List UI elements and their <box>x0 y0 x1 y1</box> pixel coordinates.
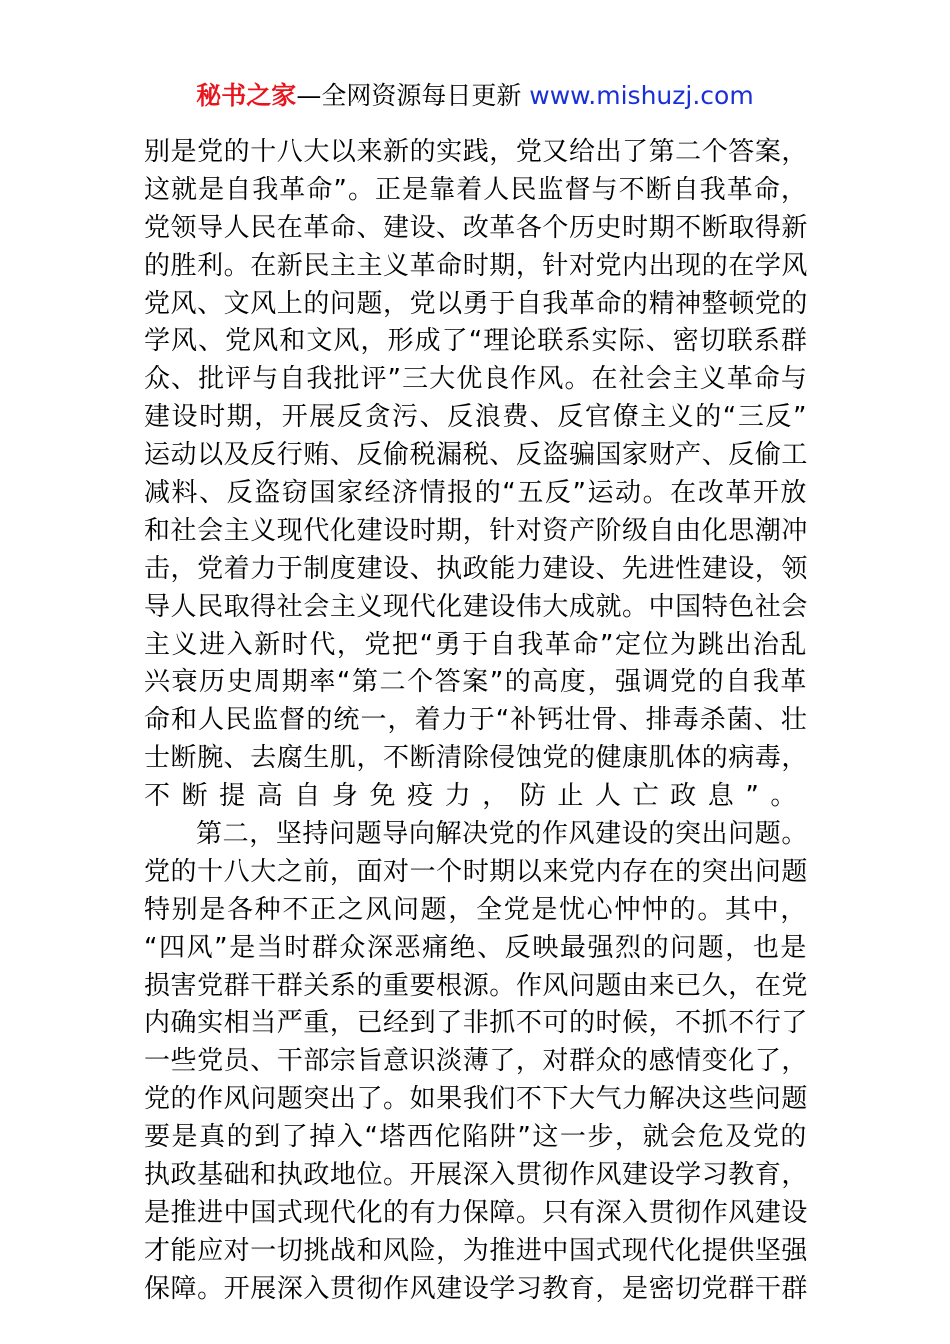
text-line: 和社会主义现代化建设时期，针对资产阶级自由化思潮冲 <box>144 515 808 546</box>
text-line: 兴衰历史周期率“第二个答案”的高度，强调党的自我革 <box>144 667 808 698</box>
text-line: 导人民取得社会主义现代化建设伟大成就。中国特色社会 <box>144 591 808 622</box>
text-line: 士断腕、去腐生肌，不断清除侵蚀党的健康肌体的病毒， <box>144 743 808 774</box>
site-url-link[interactable]: www.mishuzj.com <box>529 81 754 110</box>
text-line: 党的十八大之前，面对一个时期以来党内存在的突出问题 <box>144 856 808 887</box>
text-line: 是推进中国式现代化的有力保障。只有深入贯彻作风建设 <box>144 1197 808 1228</box>
page-header <box>0 80 950 112</box>
text-line: 党领导人民在革命、建设、改革各个历史时期不断取得新 <box>144 212 808 243</box>
text-line: 要是真的到了掉入“塔西佗陷阱”这一步，就会危及党的 <box>144 1122 808 1153</box>
site-tagline: —全网资源每日更新 <box>296 81 530 110</box>
text-line: 不断提高自身免疫力，防止人亡政息”。 <box>144 781 808 812</box>
text-line: 主义进入新时代，党把“勇于自我革命”定位为跳出治乱 <box>144 629 808 660</box>
text-line: 党的作风问题突出了。如果我们不下大气力解决这些问题 <box>144 1084 808 1115</box>
text-line: 击，党着力于制度建设、执政能力建设、先进性建设，领 <box>144 553 808 584</box>
document-body <box>144 134 808 1309</box>
text-line: 这就是自我革命”。正是靠着人民监督与不断自我革命， <box>144 174 808 205</box>
text-line: 减料、反盗窃国家经济情报的“五反”运动。在改革开放 <box>144 478 808 509</box>
text-line: 损害党群干群关系的重要根源。作风问题由来已久，在党 <box>144 970 808 1001</box>
text-line: 别是党的十八大以来新的实践，党又给出了第二个答案， <box>144 137 808 167</box>
text-line: 才能应对一切挑战和风险，为推进中国式现代化提供坚强 <box>144 1235 808 1266</box>
text-line: 特别是各种不正之风问题，全党是忧心忡忡的。其中， <box>144 894 808 925</box>
text-line: 内确实相当严重，已经到了非抓不可的时候，不抓不行了 <box>144 1008 808 1039</box>
text-line: 执政基础和执政地位。开展深入贯彻作风建设学习教育， <box>144 1160 808 1191</box>
text-line: “四风”是当时群众深恶痛绝、反映最强烈的问题，也是 <box>144 932 808 963</box>
site-brand-name: 秘书之家 <box>196 81 297 110</box>
paragraph-first-line: 第二，坚持问题导向解决党的作风建设的突出问题。 <box>196 819 808 850</box>
text-line: 党风、文风上的问题，党以勇于自我革命的精神整顿党的 <box>144 288 808 319</box>
text-line: 的胜利。在新民主主义革命时期，针对党内出现的在学风 <box>144 250 808 281</box>
text-line: 众、批评与自我批评”三大优良作风。在社会主义革命与 <box>144 364 808 395</box>
text-line: 一些党员、干部宗旨意识淡薄了，对群众的感情变化了， <box>144 1046 808 1077</box>
text-line: 运动以及反行贿、反偷税漏税、反盗骗国家财产、反偷工 <box>144 440 808 471</box>
text-line: 保障。开展深入贯彻作风建设学习教育，是密切党群干群 <box>144 1273 808 1304</box>
text-line: 命和人民监督的统一，着力于“补钙壮骨、排毒杀菌、壮 <box>144 705 808 736</box>
text-line: 建设时期，开展反贪污、反浪费、反官僚主义的“三反” <box>144 402 808 433</box>
text-line: 学风、党风和文风，形成了“理论联系实际、密切联系群 <box>144 326 808 357</box>
